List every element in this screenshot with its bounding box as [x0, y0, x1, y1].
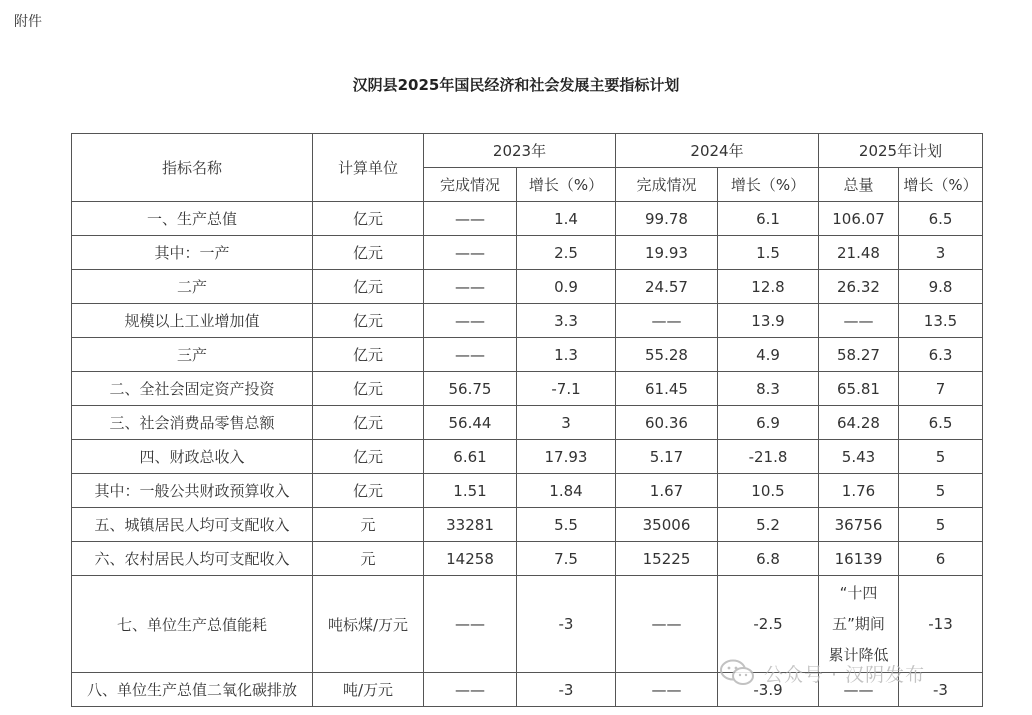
growth-2025-cell: 3: [899, 236, 983, 270]
header-2025-plan: 2025年计划: [819, 134, 983, 168]
growth-2023-cell: 0.9: [517, 270, 616, 304]
header-total-2025: 总量: [819, 168, 899, 202]
growth-2023-cell: -3: [517, 576, 616, 673]
total-2025-cell: 1.76: [819, 474, 899, 508]
growth-2025-cell: 7: [899, 372, 983, 406]
indicator-table: [71, 133, 983, 707]
completion-2024-cell: 61.45: [616, 372, 718, 406]
growth-2023-cell: 17.93: [517, 440, 616, 474]
completion-2024-cell: 35006: [616, 508, 718, 542]
unit-cell: 亿元: [313, 372, 424, 406]
growth-2024-cell: 6.8: [718, 542, 819, 576]
header-growth-2024: 增长（%）: [718, 168, 819, 202]
unit-cell: 吨标煤/万元: [313, 576, 424, 673]
unit-cell: 吨/万元: [313, 673, 424, 707]
completion-2023-cell: 56.75: [424, 372, 517, 406]
completion-2023-cell: ——: [424, 202, 517, 236]
completion-2024-cell: ——: [616, 304, 718, 338]
indicator-name: 八、单位生产总值二氧化碳排放: [72, 673, 313, 707]
completion-2023-cell: 6.61: [424, 440, 517, 474]
unit-cell: 亿元: [313, 440, 424, 474]
completion-2024-cell: ——: [616, 576, 718, 673]
growth-2023-cell: 1.4: [517, 202, 616, 236]
growth-2025-cell: -3: [899, 673, 983, 707]
watermark: [720, 653, 925, 693]
indicator-name: 六、农村居民人均可支配收入: [72, 542, 313, 576]
header-growth-2023: 增长（%）: [517, 168, 616, 202]
growth-2025-cell: 6.5: [899, 406, 983, 440]
growth-2023-cell: 1.84: [517, 474, 616, 508]
table-row: [72, 202, 983, 236]
growth-2024-cell: -21.8: [718, 440, 819, 474]
document-title: 汉阴县2025年国民经济和社会发展主要指标计划: [352, 76, 680, 94]
header-row-years: [72, 134, 983, 168]
attachment-label: 附件: [14, 14, 42, 30]
indicator-name: 其中：一产: [72, 236, 313, 270]
completion-2024-cell: 24.57: [616, 270, 718, 304]
unit-cell: 亿元: [313, 338, 424, 372]
completion-2024-cell: 5.17: [616, 440, 718, 474]
completion-2023-cell: ——: [424, 338, 517, 372]
unit-cell: 元: [313, 542, 424, 576]
growth-2025-cell: 6.5: [899, 202, 983, 236]
indicator-name: 五、城镇居民人均可支配收入: [72, 508, 313, 542]
completion-2023-cell: ——: [424, 304, 517, 338]
total-2025-cell: 58.27: [819, 338, 899, 372]
completion-2023-cell: 1.51: [424, 474, 517, 508]
completion-2023-cell: 14258: [424, 542, 517, 576]
indicator-name: 一、生产总值: [72, 202, 313, 236]
growth-2024-cell: 10.5: [718, 474, 819, 508]
table-row: [72, 372, 983, 406]
indicator-name: 三产: [72, 338, 313, 372]
total-2025-cell: 21.48: [819, 236, 899, 270]
growth-2025-cell: 13.5: [899, 304, 983, 338]
completion-2023-cell: 33281: [424, 508, 517, 542]
indicator-name: 二产: [72, 270, 313, 304]
growth-2023-cell: 3: [517, 406, 616, 440]
completion-2024-cell: ——: [616, 673, 718, 707]
table-row: [72, 474, 983, 508]
growth-2024-cell: 12.8: [718, 270, 819, 304]
header-2023: 2023年: [424, 134, 616, 168]
table-row: [72, 440, 983, 474]
growth-2023-cell: -3: [517, 673, 616, 707]
growth-2025-cell: 9.8: [899, 270, 983, 304]
table-row: [72, 338, 983, 372]
completion-2024-cell: 19.93: [616, 236, 718, 270]
growth-2024-cell: 8.3: [718, 372, 819, 406]
total-2025-cell: ——: [819, 304, 899, 338]
indicator-name: 四、财政总收入: [72, 440, 313, 474]
table-row: [72, 542, 983, 576]
unit-cell: 亿元: [313, 474, 424, 508]
unit-cell: 亿元: [313, 304, 424, 338]
growth-2023-cell: 7.5: [517, 542, 616, 576]
unit-cell: 亿元: [313, 406, 424, 440]
completion-2024-cell: 1.67: [616, 474, 718, 508]
indicator-name: 三、社会消费品零售总额: [72, 406, 313, 440]
completion-2023-cell: ——: [424, 236, 517, 270]
completion-2023-cell: ——: [424, 673, 517, 707]
growth-2024-cell: 5.2: [718, 508, 819, 542]
total-2025-cell: 65.81: [819, 372, 899, 406]
growth-2024-cell: 4.9: [718, 338, 819, 372]
header-indicator-name: 指标名称: [72, 134, 313, 202]
growth-2024-cell: -2.5: [718, 576, 819, 673]
completion-2024-cell: 55.28: [616, 338, 718, 372]
indicator-name: 规模以上工业增加值: [72, 304, 313, 338]
completion-2024-cell: 15225: [616, 542, 718, 576]
table-row: [72, 304, 983, 338]
growth-2024-cell: 1.5: [718, 236, 819, 270]
growth-2025-cell: 6: [899, 542, 983, 576]
growth-2023-cell: -7.1: [517, 372, 616, 406]
total-2025-cell: 64.28: [819, 406, 899, 440]
indicator-name: 其中：一般公共财政预算收入: [72, 474, 313, 508]
header-completion-2024: 完成情况: [616, 168, 718, 202]
completion-2024-cell: 60.36: [616, 406, 718, 440]
growth-2024-cell: 13.9: [718, 304, 819, 338]
growth-2025-cell: 6.3: [899, 338, 983, 372]
growth-2023-cell: 3.3: [517, 304, 616, 338]
total-2025-cell: “十四五”期间累计降低: [819, 576, 899, 673]
watermark-text: 公众号 · 汉阴发布: [764, 663, 926, 686]
completion-2023-cell: ——: [424, 270, 517, 304]
unit-cell: 元: [313, 508, 424, 542]
total-2025-cell: 26.32: [819, 270, 899, 304]
total-2025-cell: ——: [819, 673, 899, 707]
growth-2023-cell: 2.5: [517, 236, 616, 270]
header-completion-2023: 完成情况: [424, 168, 517, 202]
growth-2024-cell: -3.9: [718, 673, 819, 707]
table-row: [72, 236, 983, 270]
unit-cell: 亿元: [313, 270, 424, 304]
growth-2025-cell: 5: [899, 440, 983, 474]
unit-cell: 亿元: [313, 236, 424, 270]
indicator-name: 七、单位生产总值能耗: [72, 576, 313, 673]
growth-2025-cell: 5: [899, 474, 983, 508]
completion-2023-cell: 56.44: [424, 406, 517, 440]
wechat-icon: [720, 659, 754, 687]
completion-2023-cell: ——: [424, 576, 517, 673]
table-row: [72, 406, 983, 440]
growth-2025-cell: -13: [899, 576, 983, 673]
indicator-name: 二、全社会固定资产投资: [72, 372, 313, 406]
total-2025-cell: 106.07: [819, 202, 899, 236]
growth-2024-cell: 6.9: [718, 406, 819, 440]
header-growth-2025: 增长（%）: [899, 168, 983, 202]
table-row: [72, 270, 983, 304]
unit-cell: 亿元: [313, 202, 424, 236]
total-2025-cell: 16139: [819, 542, 899, 576]
growth-2023-cell: 1.3: [517, 338, 616, 372]
total-2025-cell: 5.43: [819, 440, 899, 474]
header-2024: 2024年: [616, 134, 819, 168]
growth-2024-cell: 6.1: [718, 202, 819, 236]
table-row: [72, 508, 983, 542]
growth-2025-cell: 5: [899, 508, 983, 542]
header-unit: 计算单位: [313, 134, 424, 202]
total-2025-cell: 36756: [819, 508, 899, 542]
completion-2024-cell: 99.78: [616, 202, 718, 236]
growth-2023-cell: 5.5: [517, 508, 616, 542]
